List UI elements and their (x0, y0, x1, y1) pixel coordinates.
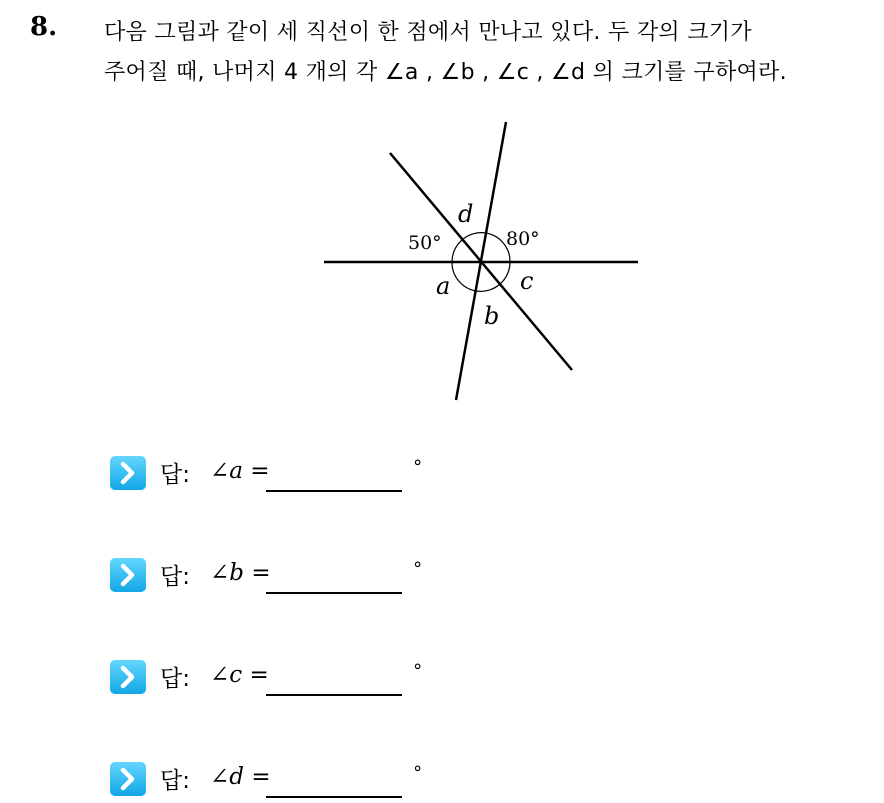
angle-symbol: ∠ (210, 458, 230, 484)
label-b: b (484, 302, 500, 330)
answer-angle (210, 764, 271, 790)
arc-a (452, 262, 476, 291)
question-text-line2: 주어질 때, 나머지 4 개의 각 ∠a , ∠b , ∠c , ∠d 의 크기를 구하여라. (104, 60, 787, 85)
degree-unit: ∘ (412, 758, 424, 779)
answer-label: 답: (160, 462, 190, 488)
label-d: d (458, 200, 474, 228)
answer-label: 답: (160, 564, 190, 590)
question-text-line1: 다음 그림과 같이 세 직선이 한 점에서 만나고 있다. 두 각의 크기가 (104, 20, 752, 45)
angle-symbol: ∠ (210, 662, 230, 688)
angle-symbol: ∠ (210, 764, 230, 790)
label-c: c (520, 267, 534, 295)
angle-symbol: ∠ (210, 560, 230, 586)
equals-sign: = (242, 662, 269, 688)
answer-row-b (110, 556, 450, 596)
chevron-right-icon (110, 558, 146, 592)
answer-label: 답: (160, 768, 190, 794)
angle-figure (320, 118, 640, 412)
chevron-right-icon (110, 762, 146, 796)
angle-variable: d (229, 764, 245, 790)
arc-b (476, 284, 500, 291)
angle-variable: c (229, 662, 243, 688)
chevron-right-icon (110, 660, 146, 694)
question-number: 8. (30, 12, 58, 42)
degree-unit: ∘ (412, 554, 424, 575)
label-a: a (436, 272, 451, 300)
label-angle-80: 80° (506, 228, 540, 250)
answer-row-d (110, 760, 450, 800)
answer-angle (210, 458, 270, 484)
equals-sign: = (243, 458, 270, 484)
answer-row-a (110, 454, 450, 494)
degree-unit: ∘ (412, 452, 424, 473)
answer-angle (210, 560, 271, 586)
answer-blank-c[interactable] (266, 694, 402, 696)
arc-50 (452, 240, 462, 262)
degree-unit: ∘ (412, 656, 424, 677)
answer-row-c (110, 658, 450, 698)
answer-label: 답: (160, 666, 190, 692)
answer-blank-d[interactable] (266, 796, 402, 798)
answer-blank-b[interactable] (266, 592, 402, 594)
equals-sign: = (244, 560, 271, 586)
answer-blank-a[interactable] (266, 490, 402, 492)
label-angle-50: 50° (408, 232, 442, 254)
angle-variable: a (229, 458, 243, 484)
equals-sign: = (244, 764, 271, 790)
angle-figure-svg (320, 118, 640, 408)
answer-angle (210, 662, 269, 688)
arc-d (462, 233, 486, 240)
angle-variable: b (229, 560, 245, 586)
chevron-right-icon (110, 456, 146, 490)
arc-c (500, 262, 510, 284)
